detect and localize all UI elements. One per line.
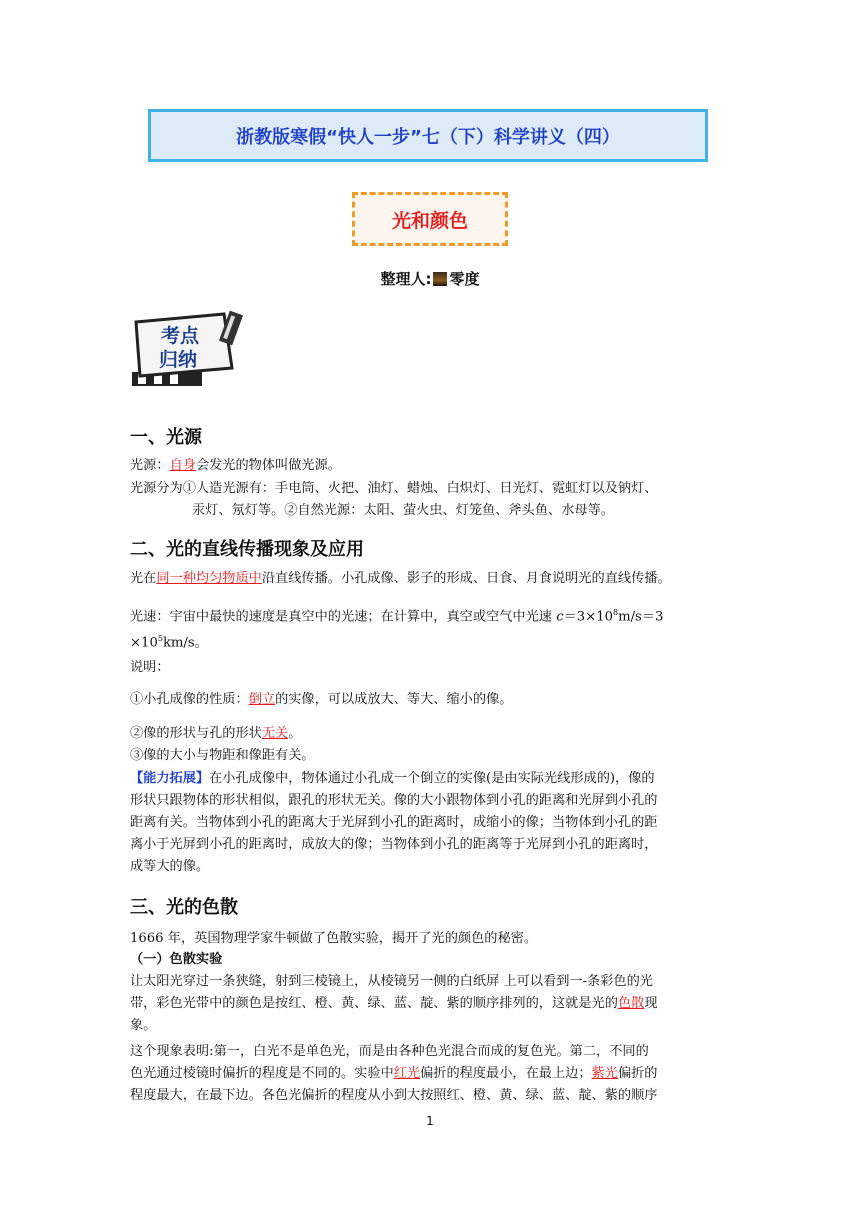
light-source-types-line2: 汞灯、氖灯等。②自然光源：太阳、萤火虫、灯笼鱼、斧头鱼、水母等。	[192, 503, 614, 518]
avatar-icon	[433, 272, 447, 286]
ability-extension	[130, 768, 730, 878]
exp-line2-pre: 带，彩色光带中的颜色是按红、橙、黄、绿、蓝、靛、紫的顺序排列的，这就是光的	[130, 996, 618, 1011]
keyword-dispersion: 色散	[617, 996, 645, 1011]
result-line2-post: 偏折的	[617, 1066, 658, 1081]
ext-line1: 在小孔成像中，物体通过小孔成一个倒立的实像(是由实际光线形成的)，像的	[209, 771, 655, 786]
keyword-violet-light: 紫光	[591, 1066, 618, 1081]
n1-pre: ①小孔成像的性质：	[130, 692, 249, 707]
light-source-types-line1: 光源分为①人造光源有：手电筒、火把、油灯、蜡烛、白炽灯、日光灯、霓虹灯以及钠灯、	[130, 481, 658, 496]
ext-line3: 距离有关。当物体到小孔的距离大于光屏到小孔的距离时，成缩小的像；当物体到小孔的距	[130, 815, 658, 830]
straight-line-para	[130, 568, 730, 590]
section-3-heading: 三、光的色散	[130, 897, 238, 918]
compiler-name: 零度	[449, 270, 480, 288]
n1-post: 的实像，可以成放大、等大、缩小的像。	[275, 692, 513, 707]
newton-para: 1666 年，英国物理学家牛顿做了色散实验，揭开了光的颜色的秘密。	[130, 931, 538, 946]
keyword-unrelated: 无关	[261, 726, 289, 741]
speed-text-e: km/s。	[162, 635, 208, 651]
section-1-heading: 一、光源	[130, 427, 202, 448]
def-pre: 光源：	[130, 458, 170, 473]
keyword-self: 自身	[169, 458, 196, 473]
result-line2-pre: 色光通过棱镜时偏折的程度是不同的。实验中	[130, 1066, 394, 1081]
compiler-label: 整理人:	[380, 270, 432, 288]
keyword-inverted: 倒立	[248, 692, 276, 707]
speed-text-a: 光速：宇宙中最快的速度是真空中的光速；在计算中，真空或空气中光速	[130, 609, 557, 625]
ext-line5: 成等大的像。	[130, 859, 210, 874]
exp-line1: 让太阳光穿过一条狭缝，射到三棱镜上，从棱镜另一侧的白纸屏 上可以看到一-条彩色的光	[130, 974, 653, 989]
ext-line4: 离小于光屏到小孔的距离时，成放大的像；当物体到小孔的距离等于光屏到小孔的距离时，	[130, 837, 658, 852]
n2-pre: ②像的形状与孔的形状	[130, 726, 262, 741]
keyword-red-light: 红光	[393, 1066, 421, 1081]
speed-text-c: m/s＝3	[618, 609, 664, 625]
document-title: 浙教版寒假“快人一步”七（下）科学讲义（四）	[236, 126, 620, 148]
result-para	[130, 1041, 730, 1107]
topic-title: 光和颜色	[391, 209, 468, 232]
topic-box	[352, 192, 508, 246]
key-points-badge	[128, 310, 246, 390]
experiment-para	[130, 971, 730, 1037]
n2-post: 。	[288, 726, 302, 741]
light-source-definition	[130, 455, 730, 477]
result-line1: 这个现象表明:第一，白光不是单色光，而是由各种色光混合而成的复色光。第二，不同的	[130, 1044, 649, 1059]
def-post: 会发光的物体叫做光源。	[195, 458, 341, 473]
subsection-dispersion-experiment: （一）色散实验	[130, 952, 223, 967]
section-2-heading: 二、光的直线传播现象及应用	[130, 539, 364, 560]
speed-text-b: ＝3×10	[563, 609, 614, 625]
badge-line2: 归纳	[158, 349, 198, 371]
result-line3: 程度最大，在最下边。各色光偏折的程度从小到大按照红、橙、黄、绿、蓝、靛、紫的顺序	[130, 1088, 658, 1103]
note-1	[130, 689, 730, 711]
ext-line2: 形状只跟物体的形状相似，跟孔的形状无关。像的大小跟物体到小孔的距离和光屏到小孔的	[130, 793, 658, 808]
speed-text-d: ×10	[130, 635, 158, 651]
speed-symbol: c	[556, 609, 564, 625]
page-number: 1	[426, 1114, 434, 1128]
note-2	[130, 723, 730, 745]
note-3: ③像的大小与物距和像距有关。	[130, 748, 315, 763]
compiler-line	[0, 268, 860, 289]
exp-line2-post: 现	[644, 996, 658, 1011]
exp-line3: 象。	[130, 1018, 157, 1033]
keyword-uniform-medium: 同一种均匀物质中	[156, 571, 262, 586]
badge-line1: 考点	[160, 325, 200, 347]
speed-exp-1: 8	[613, 608, 619, 617]
ability-tag: 【能力拓展】	[130, 771, 210, 786]
title-box	[148, 109, 708, 162]
p1-post: 沿直线传播。小孔成像、影子的形成、日食、月食说明光的直线传播。	[261, 571, 671, 586]
p1-pre: 光在	[130, 571, 157, 586]
note-label: 说明：	[130, 660, 170, 675]
light-speed-para	[130, 602, 730, 655]
speed-exp-2: 5	[157, 634, 163, 644]
result-line2-mid: 偏折的程度最小，在最上边；	[420, 1066, 592, 1081]
